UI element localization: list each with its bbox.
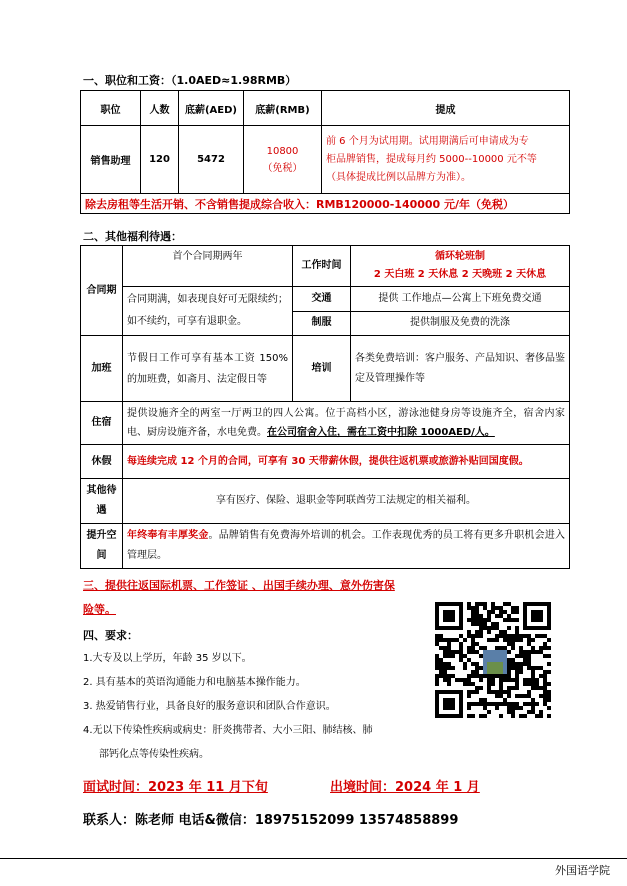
section3-line-2: 险等。 bbox=[83, 603, 116, 616]
promo-emphasis: 年终奉有丰厚奖金 bbox=[127, 530, 209, 541]
salary-table-row bbox=[81, 126, 570, 194]
transport-text: 提供 工作地点—公寓上下班免费交通 bbox=[351, 287, 570, 312]
section1-title: 一、职位和工资：（1.0AED≈1.98RMB） bbox=[83, 74, 297, 87]
worktime-line-2: 2 天白班 2 天休息 2 天晚班 2 天休息 bbox=[373, 269, 547, 280]
training-label: 培训 bbox=[293, 336, 351, 402]
section3-line-1: 三、提供往返国际机票、工作签证 、出国手续办理、意外伤害保 bbox=[83, 579, 395, 592]
commission-line-1: 前 6 个月为试用期。试用期满后可申请成为专 bbox=[326, 135, 529, 147]
overtime-label: 加班 bbox=[81, 336, 123, 402]
footer-divider bbox=[0, 858, 627, 859]
uniform-text: 提供制服及免费的洗涤 bbox=[351, 311, 570, 336]
promo-label: 提升空间 bbox=[81, 524, 123, 569]
cell-commission bbox=[322, 126, 570, 194]
base-rmb-value: 10800 bbox=[266, 145, 299, 157]
salary-table bbox=[80, 90, 570, 214]
other-label: 其他待遇 bbox=[81, 479, 123, 524]
salary-summary-row bbox=[81, 194, 570, 214]
footer-org: 外国语学院 bbox=[555, 864, 610, 877]
leave-label: 休假 bbox=[81, 445, 123, 479]
salary-summary: 除去房租等生活开销、不含销售提成综合收入：RMB120000-140000 元/年（免税） bbox=[81, 194, 570, 214]
cell-base-aed: 5472 bbox=[179, 126, 244, 194]
section4-title: 四、要求： bbox=[83, 629, 138, 642]
contract-text-2: 合同期满，如表现良好可无限续约；如不续约，可享有退职金。 bbox=[123, 287, 293, 336]
worktime-cell bbox=[351, 246, 570, 287]
commission-line-2: 柜品牌销售，提成每月约 5000--10000 元不等 bbox=[326, 153, 537, 165]
benefits-table bbox=[80, 245, 570, 569]
requirement-3: 3. 热爱销售行业，具备良好的服务意识和团队合作意识。 bbox=[83, 701, 336, 712]
header-commission: 提成 bbox=[322, 91, 570, 126]
promo-cell bbox=[123, 524, 570, 569]
header-base-rmb: 底薪(RMB) bbox=[244, 91, 322, 126]
cell-count: 120 bbox=[141, 126, 179, 194]
header-count: 人数 bbox=[141, 91, 179, 126]
housing-emphasis: 在公司宿舍入住，需在工资中扣除 1000AED/人。 bbox=[267, 427, 495, 438]
contract-label: 合同期 bbox=[81, 246, 123, 336]
interview-time: 面试时间：2023 年 11 月下旬 bbox=[83, 780, 268, 795]
transport-label: 交通 bbox=[293, 287, 351, 312]
header-base-aed: 底薪(AED) bbox=[179, 91, 244, 126]
header-position: 职位 bbox=[81, 91, 141, 126]
uniform-label: 制服 bbox=[293, 311, 351, 336]
housing-label: 住宿 bbox=[81, 402, 123, 445]
contact-info: 联系人：陈老师 电话&微信：18975152099 13574858899 bbox=[83, 813, 459, 828]
requirement-2: 2. 具有基本的英语沟通能力和电脑基本操作能力。 bbox=[83, 677, 306, 688]
base-rmb-note: （免税） bbox=[262, 162, 303, 174]
other-text: 享有医疗、保险、退职金等阿联酋劳工法规定的相关福利。 bbox=[123, 479, 570, 524]
requirement-4: 4.无以下传染性疾病或病史：肝炎携带者、大小三阳、肺结核、肺 bbox=[83, 725, 373, 736]
contract-text-1: 首个合同期两年 bbox=[123, 246, 293, 287]
wechat-qr-code bbox=[433, 601, 554, 719]
requirement-4-cont: 部钙化点等传染性疾病。 bbox=[99, 749, 209, 760]
leave-text: 每连续完成 12 个月的合同，可享有 30 天带薪休假，提供往返机票或旅游补贴回国度假。 bbox=[123, 445, 570, 479]
qr-code-graphic bbox=[433, 601, 554, 719]
worktime-label: 工作时间 bbox=[293, 246, 351, 287]
housing-text: 提供设施齐全的两室一厅两卫的四人公寓。位于高档小区，游泳池健身房等设施齐全，宿舍内家电、厨房设施齐备，水电免费。 bbox=[127, 408, 565, 438]
training-text: 各类免费培训：客户服务、产品知识、奢侈品鉴定及管理操作等 bbox=[351, 336, 570, 402]
cell-position: 销售助理 bbox=[81, 126, 141, 194]
requirement-1: 1.大专及以上学历，年龄 35 岁以下。 bbox=[83, 653, 252, 664]
section2-title: 二、其他福利待遇： bbox=[83, 230, 182, 243]
worktime-line-1: 循环轮班制 bbox=[435, 251, 485, 262]
cell-base-rmb bbox=[244, 126, 322, 194]
departure-time: 出境时间：2024 年 1 月 bbox=[330, 780, 480, 795]
commission-line-3: （具体提成比例以品牌方为准）。 bbox=[326, 171, 471, 183]
overtime-text: 节假日工作可享有基本工资 150%的加班费，如斋月、法定假日等 bbox=[123, 336, 293, 402]
salary-table-header-row bbox=[81, 91, 570, 126]
promo-text: 。品牌销售有免费海外培训的机会。工作表现优秀的员工将有更多升职机会进入管理层。 bbox=[127, 530, 566, 561]
housing-cell bbox=[123, 402, 570, 445]
